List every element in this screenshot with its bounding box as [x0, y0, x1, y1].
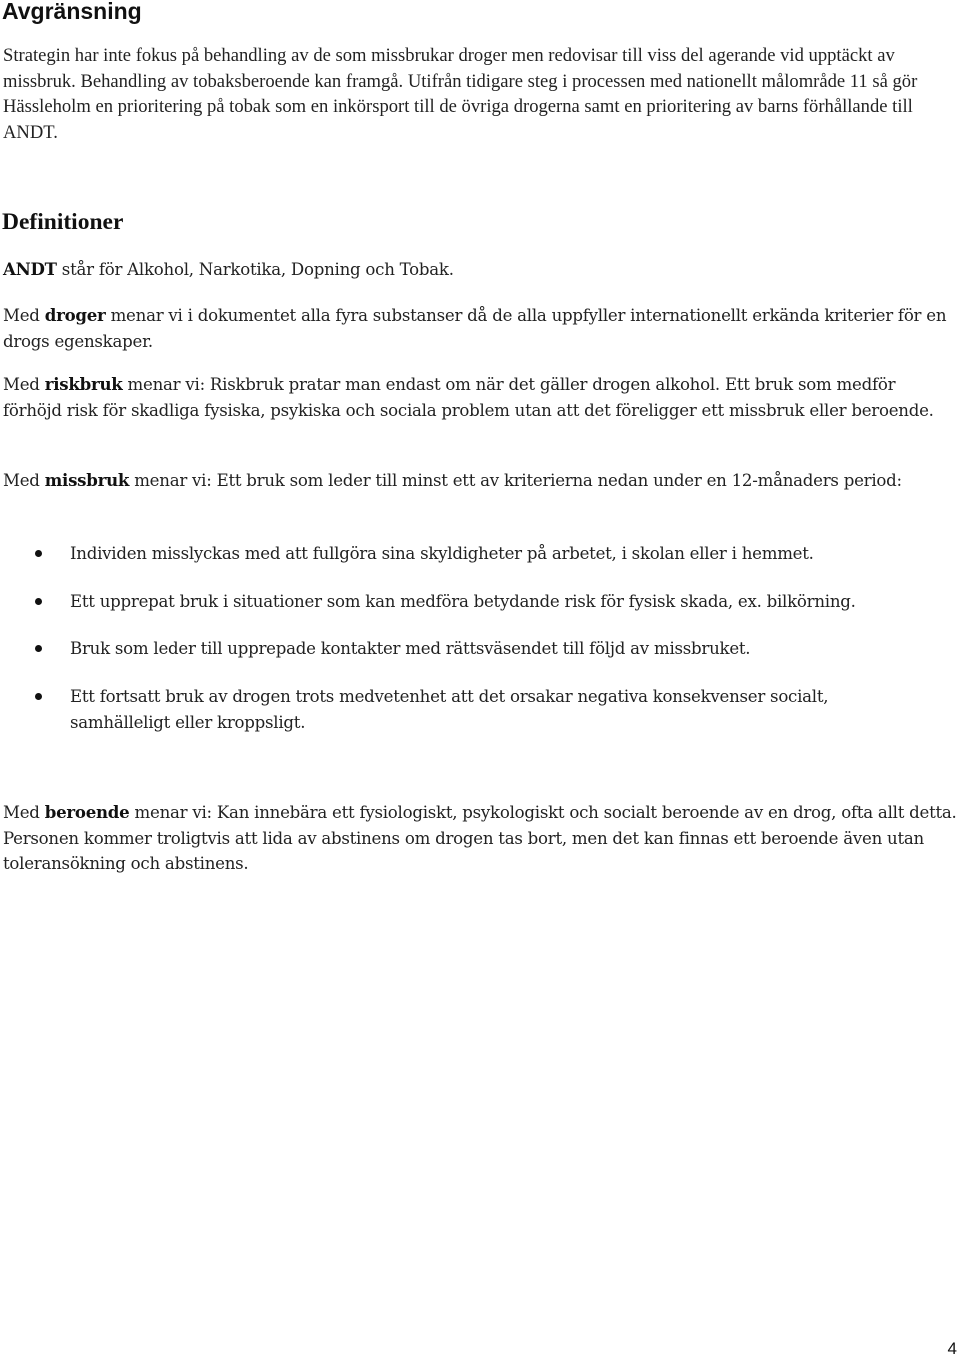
definition-riskbruk-text: menar vi: Riskbruk pratar man endast om när det gäller drogen alkohol. Ett bruk som medför förhöjd risk för skadliga fysiska, psykiska och sociala problem utan att det föreligger ett missbruk eller beroende. [3, 375, 934, 420]
list-item [0, 541, 910, 567]
missbruk-criteria-list [0, 541, 960, 757]
definition-missbruk-text: menar vi: Ett bruk som leder till minst ett av kriterierna nedan under en 12-månaders period: [129, 471, 902, 490]
list-item [0, 636, 910, 662]
criterion-text: Ett upprepat bruk i situationer som kan medföra betydande risk för fysisk skada, ex. bilkörning. [70, 591, 856, 611]
definition-droger [3, 303, 958, 354]
term-beroende: beroende [44, 802, 130, 822]
avgransning-paragraph: Strategin har inte fokus på behandling av de som missbrukar droger men redovisar till viss del agerande vid upptäckt av missbruk. Behandling av tobaksberoende kan framgå. Utifrån tidigare steg i processen med nationellt målområde 11 så gör Hässleholm en prioritering på tobak som en inkörsport till de övriga drogerna samt en prioritering av barns förhållande till ANDT. [3, 45, 918, 143]
definition-droger-prefix: Med [3, 306, 45, 325]
definition-andt [3, 257, 958, 283]
term-andt: ANDT [3, 259, 57, 279]
bullet-icon [35, 550, 42, 557]
bullet-icon [35, 645, 42, 652]
definition-beroende [3, 800, 958, 877]
criterion-text: Individen misslyckas med att fullgöra sina skyldigheter på arbetet, i skolan eller i hemmet. [70, 544, 814, 563]
section-heading-avgransning: Avgränsning [2, 0, 142, 24]
page-number: 4 [947, 1339, 957, 1358]
term-riskbruk: riskbruk [44, 374, 123, 394]
term-missbruk: missbruk [44, 470, 130, 490]
list-item [0, 684, 910, 735]
definition-riskbruk [3, 372, 958, 423]
term-droger: droger [44, 305, 106, 325]
definition-riskbruk-prefix: Med [3, 375, 45, 394]
definition-missbruk [3, 468, 958, 494]
definition-andt-text: står för Alkohol, Narkotika, Dopning och Tobak. [56, 260, 454, 279]
section-heading-definitioner: Definitioner [2, 209, 124, 235]
criterion-text: Bruk som leder till upprepade kontakter med rättsväsendet till följd av missbruket. [70, 639, 751, 659]
criterion-text: Ett fortsatt bruk av drogen trots medvetenhet att det orsakar negativa konsekvenser socialt, samhälleligt eller kroppsligt. [70, 687, 829, 732]
bullet-icon [35, 598, 42, 605]
bullet-icon [35, 693, 42, 700]
definition-beroende-text: menar vi: Kan innebära ett fysiologiskt, psykologiskt och socialt beroende av en drog, ofta allt detta. Personen kommer troligtvis att lida av abstinens om drogen tas bort, men det kan finnas ett beroende även utan toleransökning och abstinens. [3, 803, 957, 873]
list-item [0, 589, 910, 615]
definition-missbruk-prefix: Med [3, 471, 45, 490]
definition-beroende-prefix: Med [3, 803, 45, 822]
definition-droger-text: menar vi i dokumentet alla fyra substanser då de alla uppfyller internationellt erkända kriterier för en drogs egenskaper. [3, 306, 947, 351]
